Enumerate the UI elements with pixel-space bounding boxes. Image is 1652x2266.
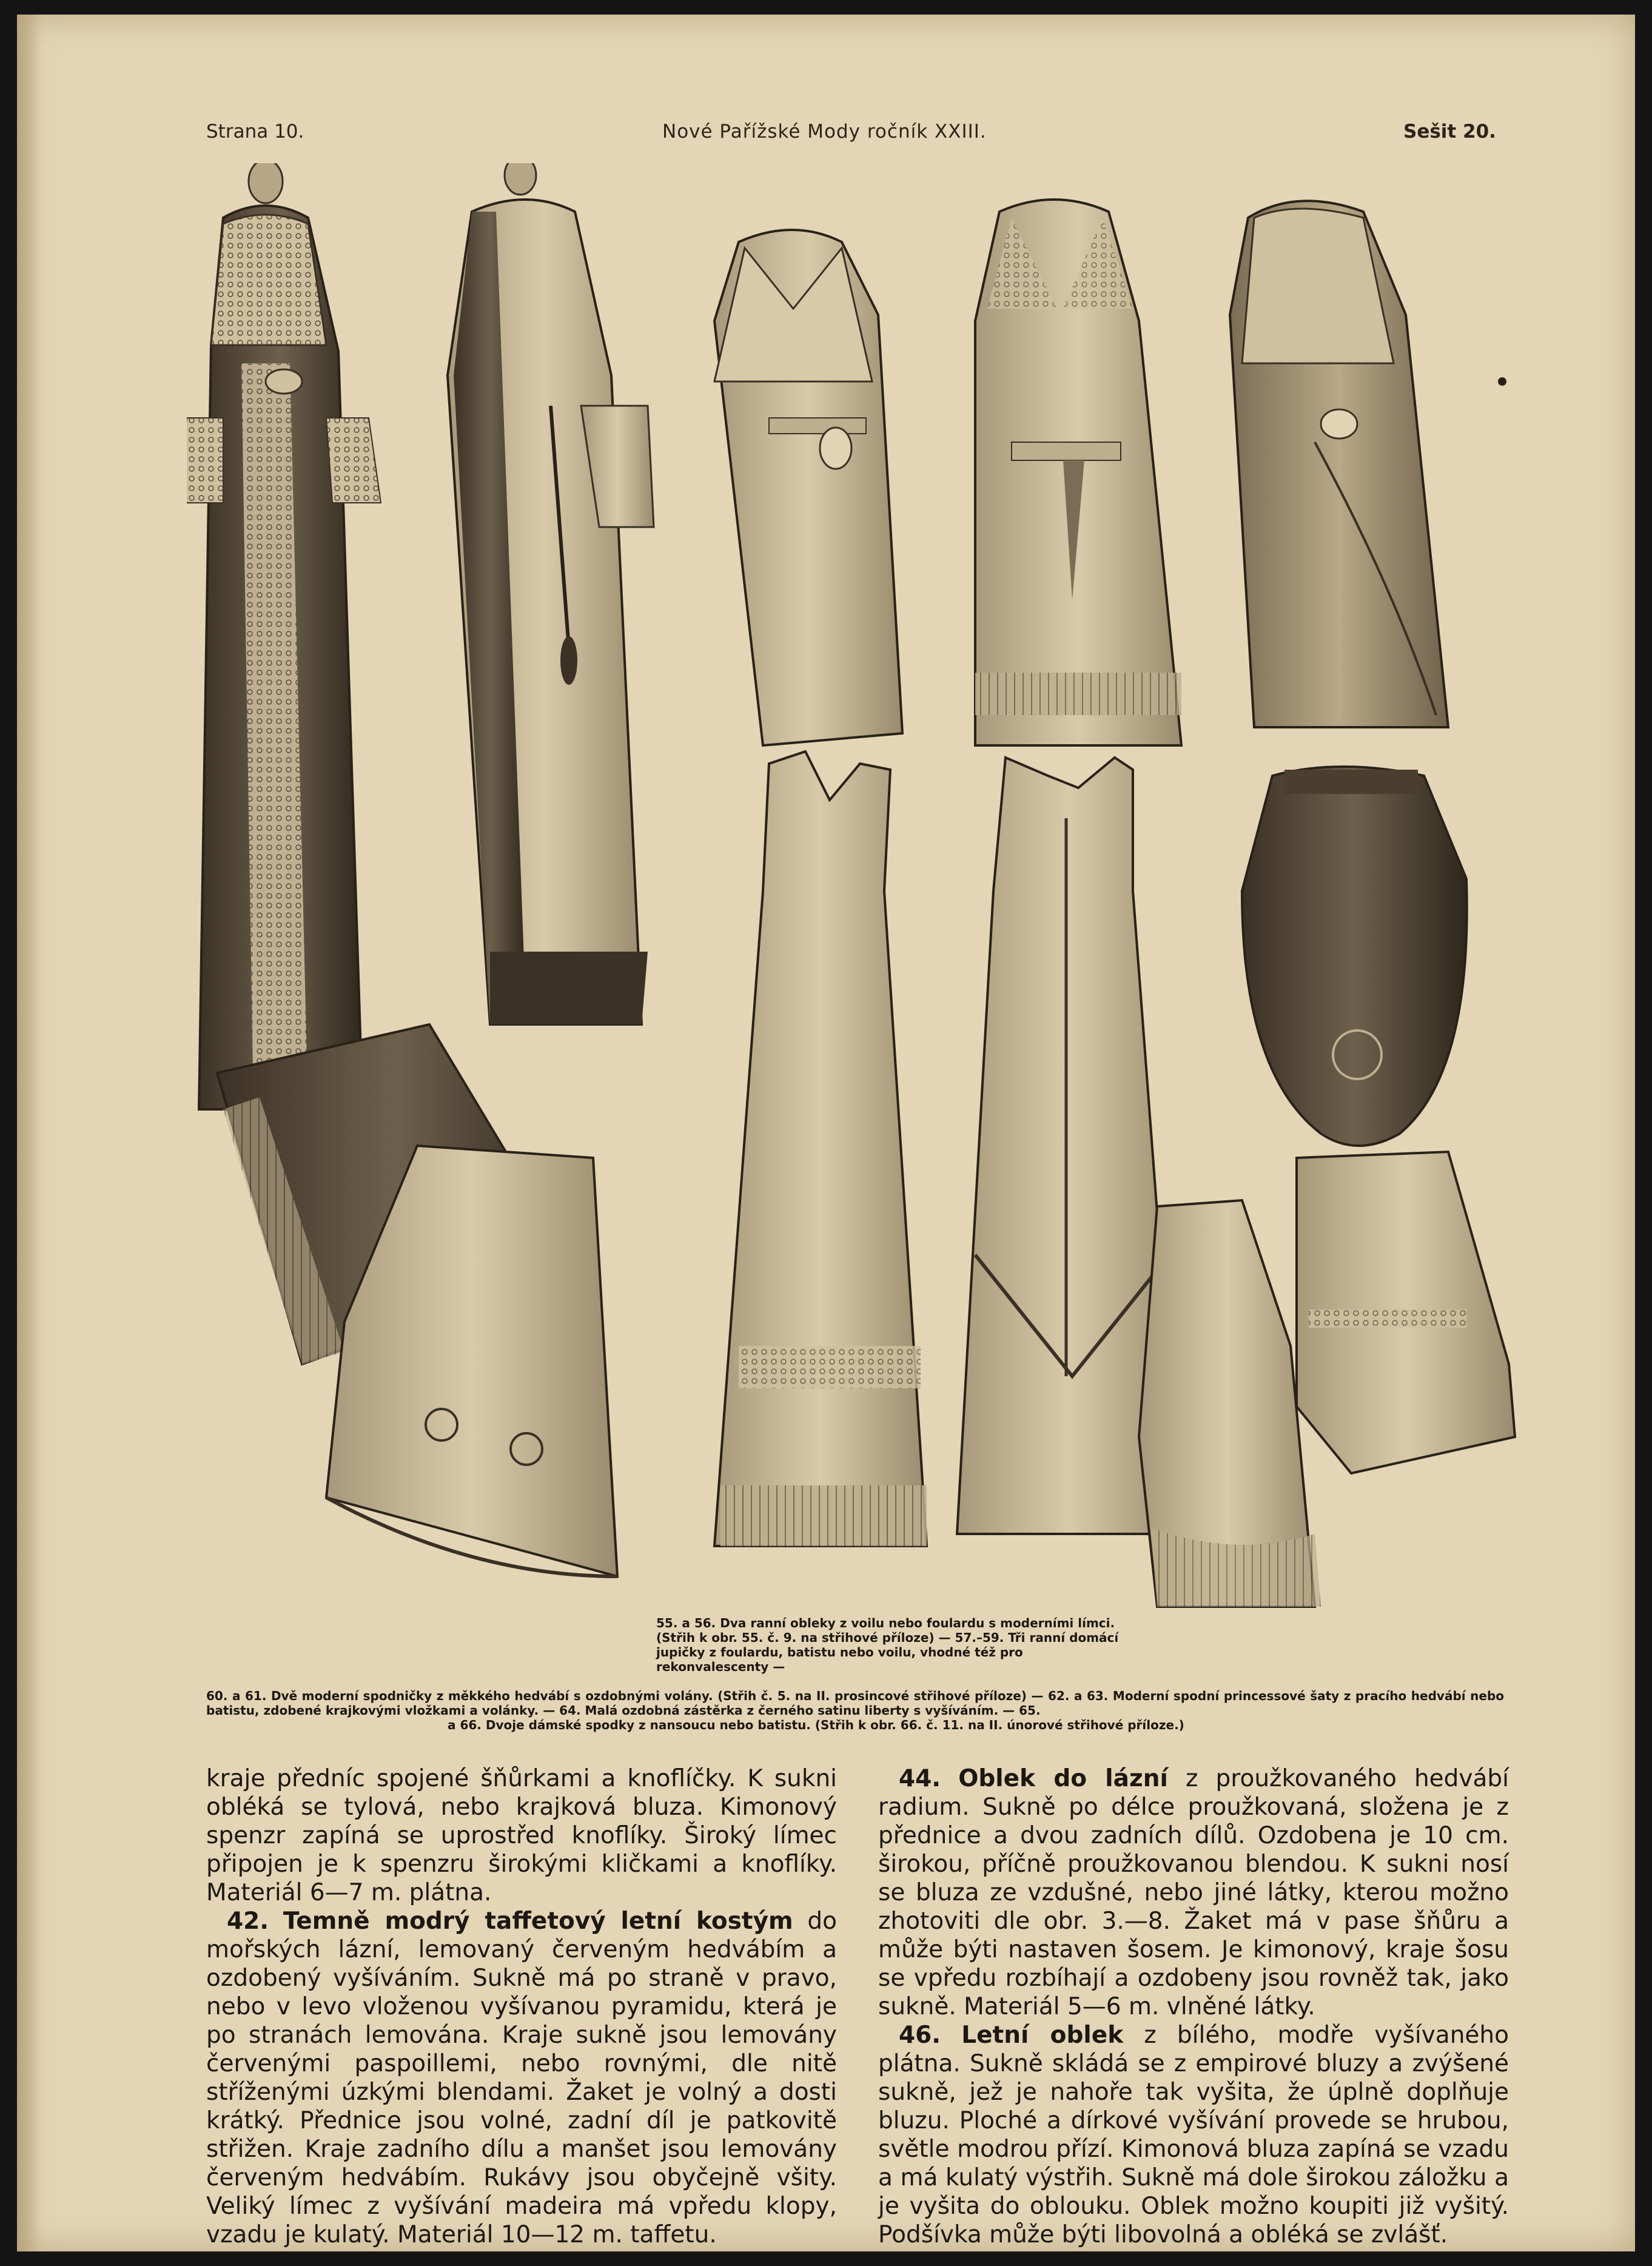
page-number: Strana 10. <box>206 121 304 143</box>
article-42 <box>206 1907 837 2249</box>
column-left <box>206 1764 837 2249</box>
article-44-number: 44. <box>899 1765 941 1792</box>
figure-robe-lace-collar <box>187 163 381 1109</box>
figure-jacket-wide-collar <box>1230 201 1448 727</box>
fashion-plate <box>187 163 1551 1619</box>
page-edge-shadow <box>17 15 41 2251</box>
magazine-title: Nové Pařížské Mody ročník XXIII. <box>662 121 987 143</box>
article-46-body: z bílého, modře vyšívaného plátna. Sukně skládá se z empirové bluzy a zvýšené sukně, jež je nahoře tak vyšita, že úplně doplňuje bluzu. Ploché a dírkové vyšívání provede se hrubou, světle modrou přízí. Kimonová bluza zapíná se vzadu a má kulatý výstřih. Sukně má dole širokou záložku a je vyšita do oblouku. Oblek možno koupiti již vyšitý. Podšívka může býti libovolná a obléká se zvlášť. <box>878 2022 1509 2248</box>
article-46-number: 46. <box>899 2022 941 2049</box>
figure-drawers-left <box>1139 1200 1321 1607</box>
figure-robe-tassel <box>448 163 654 1024</box>
page-header <box>17 121 1635 157</box>
figure-apron <box>1242 767 1467 1146</box>
figure-jacket-sash <box>975 200 1181 745</box>
article-46-title: Letní oblek <box>961 2022 1124 2049</box>
article-continuation: kraje předníc spojené šňůrkami a knoflíčky. K sukni obléká se tylová, nebo krajková bluza. Kimonový spenzr zapíná se uprostřed knoflíky. Široký límec připojen je k spenzru širokými kličkami a knoflíky. Materiál 6—7 m. plátna. <box>206 1765 837 1906</box>
caption-line-65-66: a 66. Dvoje dámské spodky z nansoucu nebo batistu. (Střih k obr. 66. č. 11. na II. únorové střihové příloze.) <box>448 1718 1184 1732</box>
fashion-illustration <box>187 163 1551 1619</box>
caption-line-60-65: 60. a 61. Dvě moderní spodničky z měkkého hedvábí s ozdobnými volány. (Střih č. 5. na II. prosincové střihové příloze) — 62. a 63. Moderní spodní princessové šaty z pracího hedvábí nebo batistu, zdobené krajkovými vložkami a volánky. — 64. Malá ozdobná zástěrka z černého satinu liberty s vyšíváním. — 65. <box>206 1689 1504 1718</box>
article-42-number: 42. <box>227 1908 269 1935</box>
article-44-title: Oblek do lázní <box>958 1765 1168 1792</box>
magazine-page <box>17 15 1635 2251</box>
article-46 <box>878 2021 1509 2249</box>
figure-slip-left <box>714 751 927 1546</box>
article-42-title: Temně modrý taffetový letní kostým <box>283 1908 793 1935</box>
article-42-body: do mořských lázní, lemovaný červeným hedvábím a ozdobený vyšíváním. Sukně má po straně v pravo, nebo v levo vloženou vyšívanou pyramidu, která je po stranách lemována. Kraje sukně jsou lemovány červenými paspoillemi, nebo rovnými, dle nitě stříženými úzkými blendami. Žaket je volný a dosti krátký. Přednice jsou volné, zadní díl je patkovitě střižen. Kraje zadního dílu a manšet jsou lemovány červeným hedvábím. Rukávy jsou obyčejně všity. Veliký límec z vyšívání madeira má vpředu klopy, vzadu je kulatý. Materiál 10—12 m. taffetu. <box>206 1908 837 2248</box>
caption-block-55-59: 55. a 56. Dva ranní obleky z voilu nebo foulardu s moderními límci. (Střih k obr. 55. č. 9. na střihové příloze) — 57.–59. Tři ranní domácí jupičky z foulardu, batistu nebo voilu, vhodné též pro rekonvalescenty — <box>656 1616 1119 1674</box>
figure-jacket-scalloped <box>714 230 902 745</box>
article-44-body: z proužkovaného hedvábí radium. Sukně po délce proužkovaná, složena je z přednice a dvou zadních dílů. Ozdobena je 10 cm. širokou, příčně proužkovanou blendou. K sukni nosí se bluza ze vzdušné, nebo jiné látky, kterou možno zhotoviti dle obr. 3.—8. Žaket má v pase šňůru a může býti nastaven šosem. Je kimonový, kraje šosu se vpředu rozbíhají a ozdobeny jsou rovněž tak, jako sukně. Materiál 5—6 m. vlněné látky. <box>878 1765 1509 2020</box>
article-44 <box>878 1764 1509 2021</box>
issue-number: Sešit 20. <box>1403 121 1496 143</box>
figure-drawers-right <box>1297 1152 1515 1473</box>
column-right <box>878 1764 1509 2249</box>
